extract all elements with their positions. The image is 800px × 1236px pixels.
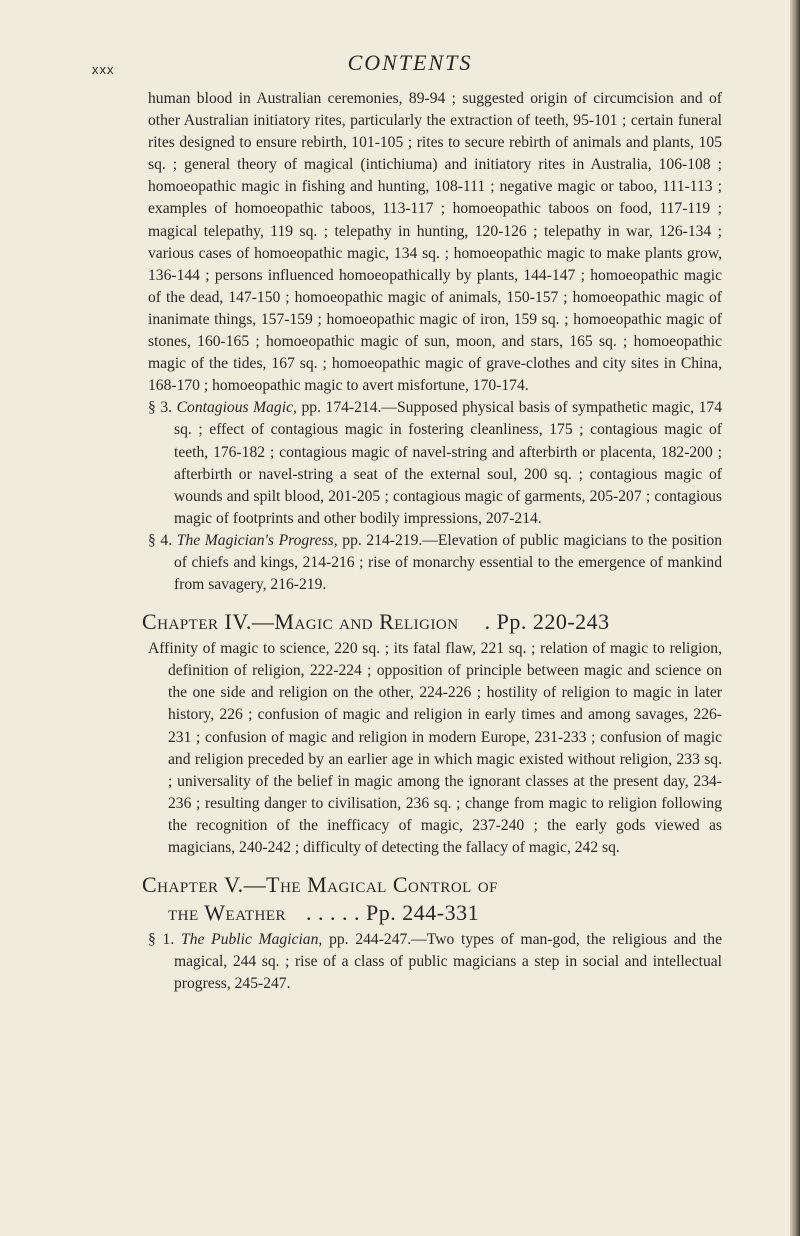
chapter-4-summary: Affinity of magic to science, 220 sq. ; its fatal flaw, 221 sq. ; relation of magic to religion, definition of religion, 222-224 ; opposition of principle between magic and science on the one side and religion on the other, 224-226 ; hostility of religion to magic in later history, 226 ; confusion of magic and religion in early times and among savages, 226-231 ; confusion of magic and religion in modern Europe, 231-233 ; confusion of magic and religion preceded by an earlier age in which magic existed without religion, 233 sq. ; universality of the belief in magic among the ignorant classes at the present day, 234-236 ; resulting danger to civilisation, 236 sq. ; change from magic to religion following the recognition of the inefficacy of magic, 237-240 ; the early gods viewed as magicians, 240-242 ; difficulty of detecting the fallacy of magic, 242 sq. <box>148 640 722 856</box>
page-header <box>92 50 728 80</box>
chapter-5-section-1 <box>148 929 722 995</box>
ch5-section-1-label: § 1. <box>148 931 175 949</box>
section-4-label: § 4. <box>148 531 173 549</box>
chapter-5-heading <box>142 871 722 927</box>
section-3-title: Contagious Magic, <box>176 399 297 417</box>
chapter-5-title-line2: the Weather <box>168 900 287 926</box>
section-3 <box>148 397 722 530</box>
page-edge-shadow <box>790 0 800 1236</box>
chapter-5-title-line1: Chapter V.—The Magical Control of <box>142 872 498 898</box>
section-3-label: § 3. <box>148 399 173 417</box>
ch5-section-1-text: pp. 244-247.—Two types of man-god, the religious and the magical, 244 sq. ; rise of a class of public magicians a step in social and intellectual progress, 245-247. <box>174 931 722 993</box>
ch5-section-1-title: The Public Magician, <box>181 931 323 949</box>
section-4-title: The Magician's Progress, <box>176 531 338 549</box>
running-title: CONTENTS <box>347 50 473 75</box>
section-4-text: pp. 214-219.—Elevation of public magicians to the position of chiefs and kings, 214-216 ; rise of monarchy essential to the emergence of mankind from savagery, 216-219. <box>174 531 723 594</box>
chapter-5-pages: . . . . . Pp. 244-331 <box>306 900 480 926</box>
chapter-4-heading <box>142 608 722 636</box>
page-number: xxx <box>92 62 115 77</box>
chapter-5-title-line2-row <box>142 899 722 927</box>
chapter-4-title: Chapter IV.—Magic and Religion <box>142 609 459 635</box>
contents-body <box>142 88 723 995</box>
continued-paragraph: human blood in Australian ceremonies, 89-94 ; suggested origin of circumcision and of other Australian initiatory rites, particularly the extraction of teeth, 95-101 ; certain funeral rites designed to ensure rebirth, 101-105 ; rites to secure rebirth of animals and plants, 105 sq. ; general theory of magical (intichiuma) and initiatory rites in Australia, 106-108 ; homoeopathic magic in fishing and hunting, 108-111 ; negative magic or taboo, 111-113 ; examples of homoeopathic taboos, 113-117 ; homoeopathic taboos on food, 117-119 ; magical telepathy, 119 sq. ; telepathy in hunting, 120-126 ; telepathy in war, 126-134 ; various cases of homoeopathic magic, 134 sq. ; homoeopathic magic to make plants grow, 136-144 ; persons influenced homoeopathically by plants, 144-147 ; homoeopathic magic of the dead, 147-150 ; homoeopathic magic of animals, 150-157 ; homoeopathic magic of inanimate things, 157-159 ; homoeopathic magic of iron, 159 sq. ; homoeopathic magic of stones, 160-165 ; homoeopathic magic of sun, moon, and stars, 165 sq. ; homoeopathic magic of the tides, 167 sq. ; homoeopathic magic of grave-clothes and city sites in China, 168-170 ; homoeopathic magic to avert misfortune, 170-174. <box>148 90 722 395</box>
chapter-4-pages: . Pp. 220-243 <box>484 609 610 635</box>
section-4 <box>148 530 722 596</box>
section-3-text: pp. 174-214.—Supposed physical basis of sympathetic magic, 174 sq. ; effect of contagious magic in fostering cleanliness, 175 ; contagious magic of teeth, 176-182 ; contagious magic of navel-string and afterbirth or placenta, 182-200 ; afterbirth or navel-string a seat of the external soul, 200 sq. ; contagious magic of wounds and spilt blood, 201-205 ; contagious magic of garments, 205-207 ; contagious magic of footprints and other bodily impressions, 207-214. <box>174 399 722 527</box>
